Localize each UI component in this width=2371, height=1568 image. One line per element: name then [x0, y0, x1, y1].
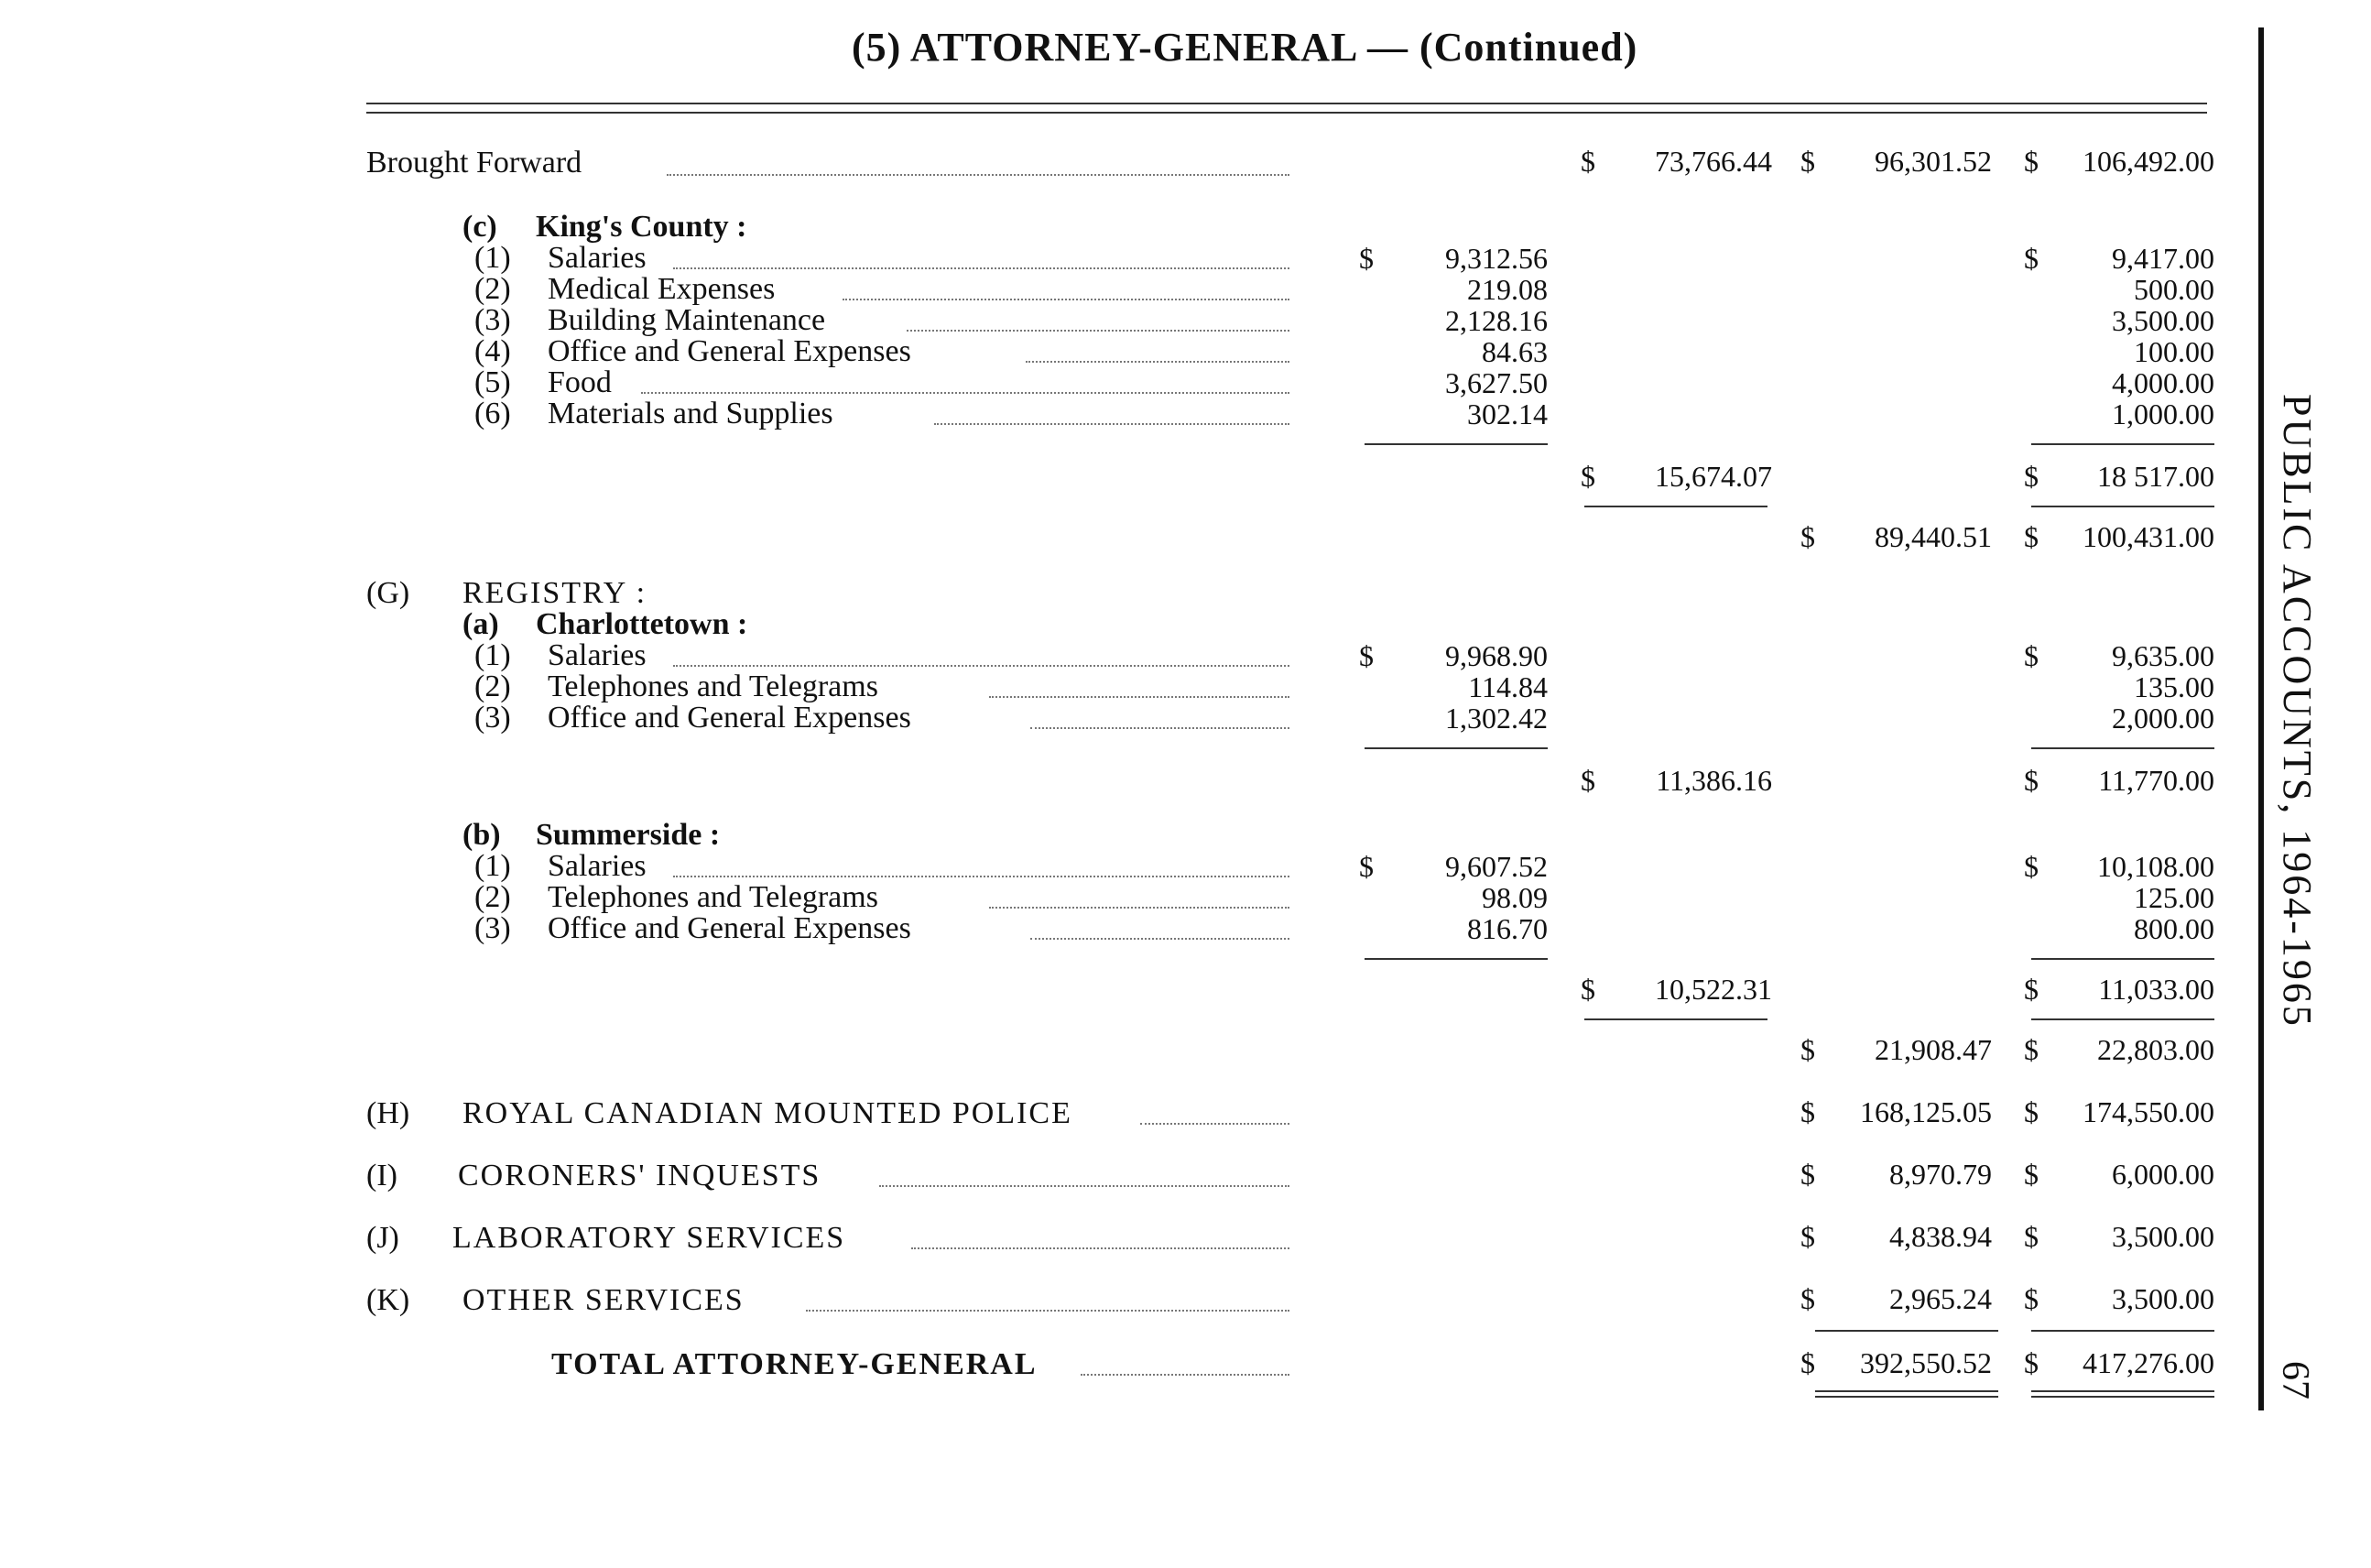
section-actual: 8,970.79: [1889, 1158, 1992, 1191]
item-estimate: 500.00: [2134, 273, 2214, 306]
currency-sign: $: [1581, 764, 1595, 797]
leader-dots: [806, 1310, 1289, 1312]
subtotal-rule: [2031, 747, 2214, 749]
section-estimate: 3,500.00: [2112, 1282, 2214, 1315]
item-number: (3): [474, 701, 511, 735]
leader-dots: [989, 696, 1289, 698]
grand-total-label: TOTAL ATTORNEY-GENERAL: [551, 1347, 1038, 1381]
margin-rule: [2258, 27, 2264, 1410]
summerside-subtotal: 10,522.31: [1655, 973, 1772, 1006]
leader-dots: [1030, 938, 1289, 940]
item-estimate: 9,417.00: [2112, 242, 2214, 275]
currency-sign: $: [2024, 639, 2039, 672]
double-rule: [2031, 1396, 2214, 1398]
item-label: Office and General Expenses: [548, 334, 911, 368]
total-rule: [1584, 506, 1767, 507]
item-actual: 9,312.56: [1445, 242, 1548, 275]
leader-dots: [934, 423, 1289, 425]
item-actual: 3,627.50: [1445, 366, 1548, 399]
item-number: (5): [474, 365, 511, 399]
leader-dots: [1026, 361, 1289, 363]
charlottetown-subtotal: 11,386.16: [1656, 764, 1772, 797]
page-title: (5) ATTORNEY-GENERAL — (Continued): [852, 25, 1638, 70]
kings-county-subtotal: 15,674.07: [1655, 460, 1772, 493]
leader-dots: [673, 267, 1289, 269]
item-estimate: 3,500.00: [2112, 304, 2214, 337]
section-code: (G): [366, 576, 410, 610]
section-actual: 2,965.24: [1889, 1282, 1992, 1315]
item-estimate: 1,000.00: [2112, 397, 2214, 430]
currency-sign: $: [1800, 1095, 1815, 1128]
item-number: (3): [474, 303, 511, 337]
item-number: (6): [474, 397, 511, 430]
currency-sign: $: [2024, 520, 2039, 553]
summerside-subtotal-estimate: 11,033.00: [2098, 973, 2214, 1006]
section-actual: 4,838.94: [1889, 1220, 1992, 1253]
section-label: OTHER SERVICES: [462, 1283, 745, 1317]
subtotal-rule: [1365, 443, 1548, 445]
item-number: (1): [474, 638, 511, 672]
currency-sign: $: [1800, 1282, 1815, 1315]
item-actual: 302.14: [1467, 397, 1548, 430]
currency-sign: $: [1800, 520, 1815, 553]
item-estimate: 800.00: [2134, 912, 2214, 945]
section-code: (K): [366, 1283, 410, 1317]
header-rule-top: [366, 103, 2207, 104]
subtotal-rule: [1365, 747, 1548, 749]
item-label: Salaries: [548, 241, 647, 275]
leader-dots: [1081, 1374, 1289, 1376]
item-number: (2): [474, 670, 511, 703]
section-estimate: 6,000.00: [2112, 1158, 2214, 1191]
section-estimate: 174,550.00: [2083, 1095, 2214, 1128]
item-estimate: 10,108.00: [2097, 850, 2214, 883]
section-label: LABORATORY SERVICES: [452, 1221, 846, 1255]
item-estimate: 2,000.00: [2112, 702, 2214, 735]
section-code: (H): [366, 1096, 410, 1130]
item-actual: 1,302.42: [1445, 702, 1548, 735]
item-label: Food: [548, 365, 612, 399]
leader-dots: [879, 1185, 1289, 1187]
item-label: Salaries: [548, 638, 647, 672]
section-actual: 168,125.05: [1860, 1095, 1992, 1128]
currency-sign: $: [2024, 242, 2039, 275]
subtotal-rule: [1365, 958, 1548, 960]
item-estimate: 125.00: [2134, 881, 2214, 914]
leader-dots: [907, 330, 1289, 332]
item-label: Telephones and Telegrams: [548, 670, 878, 703]
currency-sign: $: [1581, 145, 1595, 178]
header-rule-bottom: [366, 112, 2207, 114]
currency-sign: $: [1800, 145, 1815, 178]
double-rule: [1815, 1396, 1998, 1398]
section-label: CORONERS' INQUESTS: [458, 1159, 821, 1192]
currency-sign: $: [1359, 242, 1374, 275]
currency-sign: $: [2024, 1346, 2039, 1379]
currency-sign: $: [1800, 1158, 1815, 1191]
leader-dots: [843, 299, 1289, 300]
kings-county-subtotal-estimate: 18 517.00: [2097, 460, 2214, 493]
currency-sign: $: [2024, 764, 2039, 797]
item-label: Office and General Expenses: [548, 701, 911, 735]
item-number: (4): [474, 334, 511, 368]
total-rule: [1815, 1330, 1998, 1332]
item-label: Materials and Supplies: [548, 397, 833, 430]
item-estimate: 4,000.00: [2112, 366, 2214, 399]
total-rule: [2031, 1330, 2214, 1332]
section-estimate: 3,500.00: [2112, 1220, 2214, 1253]
brought-forward-col5: 106,492.00: [2083, 145, 2214, 178]
currency-sign: $: [2024, 850, 2039, 883]
item-actual: 219.08: [1467, 273, 1548, 306]
subtotal-rule: [2031, 443, 2214, 445]
item-actual: 9,607.52: [1445, 850, 1548, 883]
double-rule: [1815, 1390, 1998, 1392]
currency-sign: $: [2024, 1220, 2039, 1253]
section-label: ROYAL CANADIAN MOUNTED POLICE: [462, 1096, 1072, 1130]
item-label: Medical Expenses: [548, 272, 776, 306]
running-head: PUBLIC ACCOUNTS, 1964-1965: [2275, 394, 2320, 1029]
section-heading: Summerside :: [536, 818, 721, 852]
item-label: Telephones and Telegrams: [548, 880, 878, 914]
leader-dots: [1030, 727, 1289, 729]
item-number: (2): [474, 272, 511, 306]
leader-dots: [673, 876, 1289, 877]
leader-dots: [641, 392, 1289, 394]
registry-total: 21,908.47: [1875, 1033, 1992, 1066]
item-label: Salaries: [548, 849, 647, 883]
registry-total-estimate: 22,803.00: [2097, 1033, 2214, 1066]
leader-dots: [911, 1247, 1289, 1249]
section-heading: REGISTRY :: [462, 576, 647, 610]
item-actual: 816.70: [1467, 912, 1548, 945]
brought-forward-col4: 96,301.52: [1875, 145, 1992, 178]
currency-sign: $: [2024, 1033, 2039, 1066]
currency-sign: $: [2024, 460, 2039, 493]
currency-sign: $: [1581, 973, 1595, 1006]
total-rule: [2031, 506, 2214, 507]
section-heading: Charlottetown :: [536, 607, 748, 641]
item-estimate: 9,635.00: [2112, 639, 2214, 672]
page-number: 67: [2274, 1361, 2316, 1399]
item-number: (2): [474, 880, 511, 914]
currency-sign: $: [1800, 1220, 1815, 1253]
item-actual: 9,968.90: [1445, 639, 1548, 672]
currency-sign: $: [2024, 1282, 2039, 1315]
kings-county-total-estimate: 100,431.00: [2083, 520, 2214, 553]
currency-sign: $: [2024, 973, 2039, 1006]
currency-sign: $: [2024, 145, 2039, 178]
item-actual: 84.63: [1482, 335, 1548, 368]
item-estimate: 100.00: [2134, 335, 2214, 368]
currency-sign: $: [2024, 1158, 2039, 1191]
grand-total-actual: 392,550.52: [1860, 1346, 1992, 1379]
total-rule: [1584, 1018, 1767, 1020]
brought-forward-label: Brought Forward: [366, 146, 582, 180]
currency-sign: $: [1581, 460, 1595, 493]
item-number: (1): [474, 849, 511, 883]
item-estimate: 135.00: [2134, 670, 2214, 703]
item-label: Building Maintenance: [548, 303, 826, 337]
section-number: (a): [462, 607, 499, 641]
currency-sign: $: [1359, 639, 1374, 672]
leader-dots: [1140, 1123, 1289, 1125]
charlottetown-subtotal-estimate: 11,770.00: [2098, 764, 2214, 797]
subtotal-rule: [2031, 958, 2214, 960]
section-number: (c): [462, 210, 497, 244]
currency-sign: $: [1800, 1033, 1815, 1066]
currency-sign: $: [1800, 1346, 1815, 1379]
section-number: (b): [462, 818, 501, 852]
section-heading: King's County :: [536, 210, 747, 244]
item-label: Office and General Expenses: [548, 911, 911, 945]
item-number: (1): [474, 241, 511, 275]
currency-sign: $: [2024, 1095, 2039, 1128]
currency-sign: $: [1359, 850, 1374, 883]
double-rule: [2031, 1390, 2214, 1392]
section-code: (J): [366, 1221, 399, 1255]
item-actual: 2,128.16: [1445, 304, 1548, 337]
brought-forward-col3: 73,766.44: [1655, 145, 1772, 178]
total-rule: [2031, 1018, 2214, 1020]
leader-dots: [667, 174, 1289, 176]
section-code: (I): [366, 1159, 397, 1192]
item-number: (3): [474, 911, 511, 945]
item-actual: 98.09: [1482, 881, 1548, 914]
grand-total-estimate: 417,276.00: [2083, 1346, 2214, 1379]
kings-county-total: 89,440.51: [1875, 520, 1992, 553]
item-actual: 114.84: [1468, 670, 1548, 703]
leader-dots: [989, 907, 1289, 909]
leader-dots: [673, 665, 1289, 667]
